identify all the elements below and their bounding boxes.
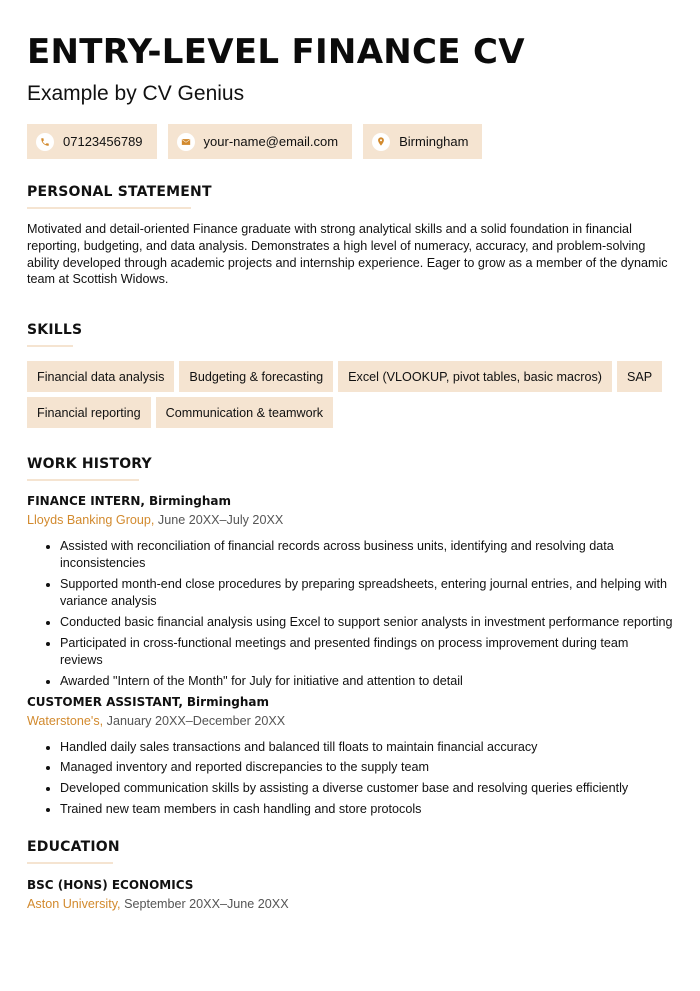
skill-chip: Budgeting & forecasting xyxy=(179,361,333,392)
list-item: • Handled daily sales transactions and balanced till floats to maintain financial accuracy xyxy=(60,739,673,756)
school-name: Aston University, xyxy=(27,897,121,912)
contact-phone xyxy=(27,124,157,159)
location-text: Birmingham xyxy=(399,134,469,149)
job-title xyxy=(27,694,673,710)
job-employer: Waterstone's, xyxy=(27,713,104,728)
job-bullets xyxy=(27,739,673,819)
heading-underline xyxy=(27,207,191,209)
job-dates: June 20XX–July 20XX xyxy=(157,513,284,528)
heading-underline xyxy=(27,345,73,347)
contact-row xyxy=(27,124,673,159)
job-entry xyxy=(27,694,673,819)
heading-underline xyxy=(27,479,139,481)
skill-chip: Financial data analysis xyxy=(27,361,174,392)
job-role: CUSTOMER ASSISTANT, xyxy=(27,694,183,709)
list-item: • Awarded "Intern of the Month" for July for initiative and attention to detail xyxy=(60,673,673,690)
skills-list xyxy=(27,361,667,428)
personal-statement-heading: PERSONAL STATEMENT xyxy=(27,184,212,200)
education-school-line xyxy=(27,896,673,913)
skill-chip: Financial reporting xyxy=(27,397,151,428)
skill-chip: Excel (VLOOKUP, pivot tables, basic macros) xyxy=(338,361,612,392)
list-item: • Supported month-end close procedures by preparing spreadsheets, entering journal entries, and helping with variance analysis xyxy=(60,576,673,610)
education-heading-wrap xyxy=(27,838,673,864)
job-dates: January 20XX–December 20XX xyxy=(106,713,286,728)
degree-title: BSC (HONS) ECONOMICS xyxy=(27,878,194,893)
work-history-heading: WORK HISTORY xyxy=(27,456,152,473)
phone-text: 07123456789 xyxy=(63,134,143,149)
education-heading: EDUCATION xyxy=(27,839,120,856)
skill-chip: SAP xyxy=(617,361,662,392)
mail-icon xyxy=(177,133,195,151)
education-entry xyxy=(27,877,673,913)
heading-underline xyxy=(27,862,113,864)
job-location: Birmingham xyxy=(148,494,232,509)
job-employer-line xyxy=(27,512,673,529)
skill-chip: Communication & teamwork xyxy=(156,397,333,428)
cv-title: ENTRY-LEVEL FINANCE CV xyxy=(27,32,525,72)
list-item: • Participated in cross-functional meetings and presented findings on process improvement during team reviews xyxy=(60,635,673,669)
email-text: your-name@email.com xyxy=(203,134,339,149)
location-icon xyxy=(372,133,390,151)
contact-location xyxy=(363,124,482,159)
job-employer-line xyxy=(27,713,673,730)
work-history-heading-wrap xyxy=(27,455,673,481)
education-dates: September 20XX–June 20XX xyxy=(124,897,289,912)
list-item: • Managed inventory and reported discrepancies to the supply team xyxy=(60,759,673,776)
personal-statement-text: Motivated and detail-oriented Finance graduate with strong analytical skills and a solid foundation in financial reporting, budgeting, and data analysis. Demonstrates a high level of numeracy, accuracy, and problem-solving ability developed through academic projects and internship experience. Eager to grow as a member of the dynamic team at Scottish Widows. xyxy=(27,222,668,287)
job-entry xyxy=(27,493,673,689)
job-location: Birmingham xyxy=(186,694,269,709)
list-item: • Trained new team members in cash handling and store protocols xyxy=(60,801,673,818)
skills-heading-wrap xyxy=(27,321,673,347)
contact-email xyxy=(168,124,353,159)
job-role: FINANCE INTERN, xyxy=(27,494,145,509)
cv-subtitle: Example by CV Genius xyxy=(27,82,245,105)
job-bullets xyxy=(27,538,673,689)
phone-icon xyxy=(36,133,54,151)
list-item: • Developed communication skills by assisting a diverse customer base and resolving queries efficiently xyxy=(60,780,673,797)
list-item: • Assisted with reconciliation of financial records across business units, identifying and resolving data inconsistencies xyxy=(60,538,673,572)
personal-statement-heading-wrap xyxy=(27,183,212,209)
job-employer: Lloyds Banking Group, xyxy=(27,513,155,528)
list-item: • Conducted basic financial analysis using Excel to support senior analysts in investment performance reporting xyxy=(60,614,673,631)
skills-heading: SKILLS xyxy=(27,322,83,339)
job-title xyxy=(27,493,673,509)
